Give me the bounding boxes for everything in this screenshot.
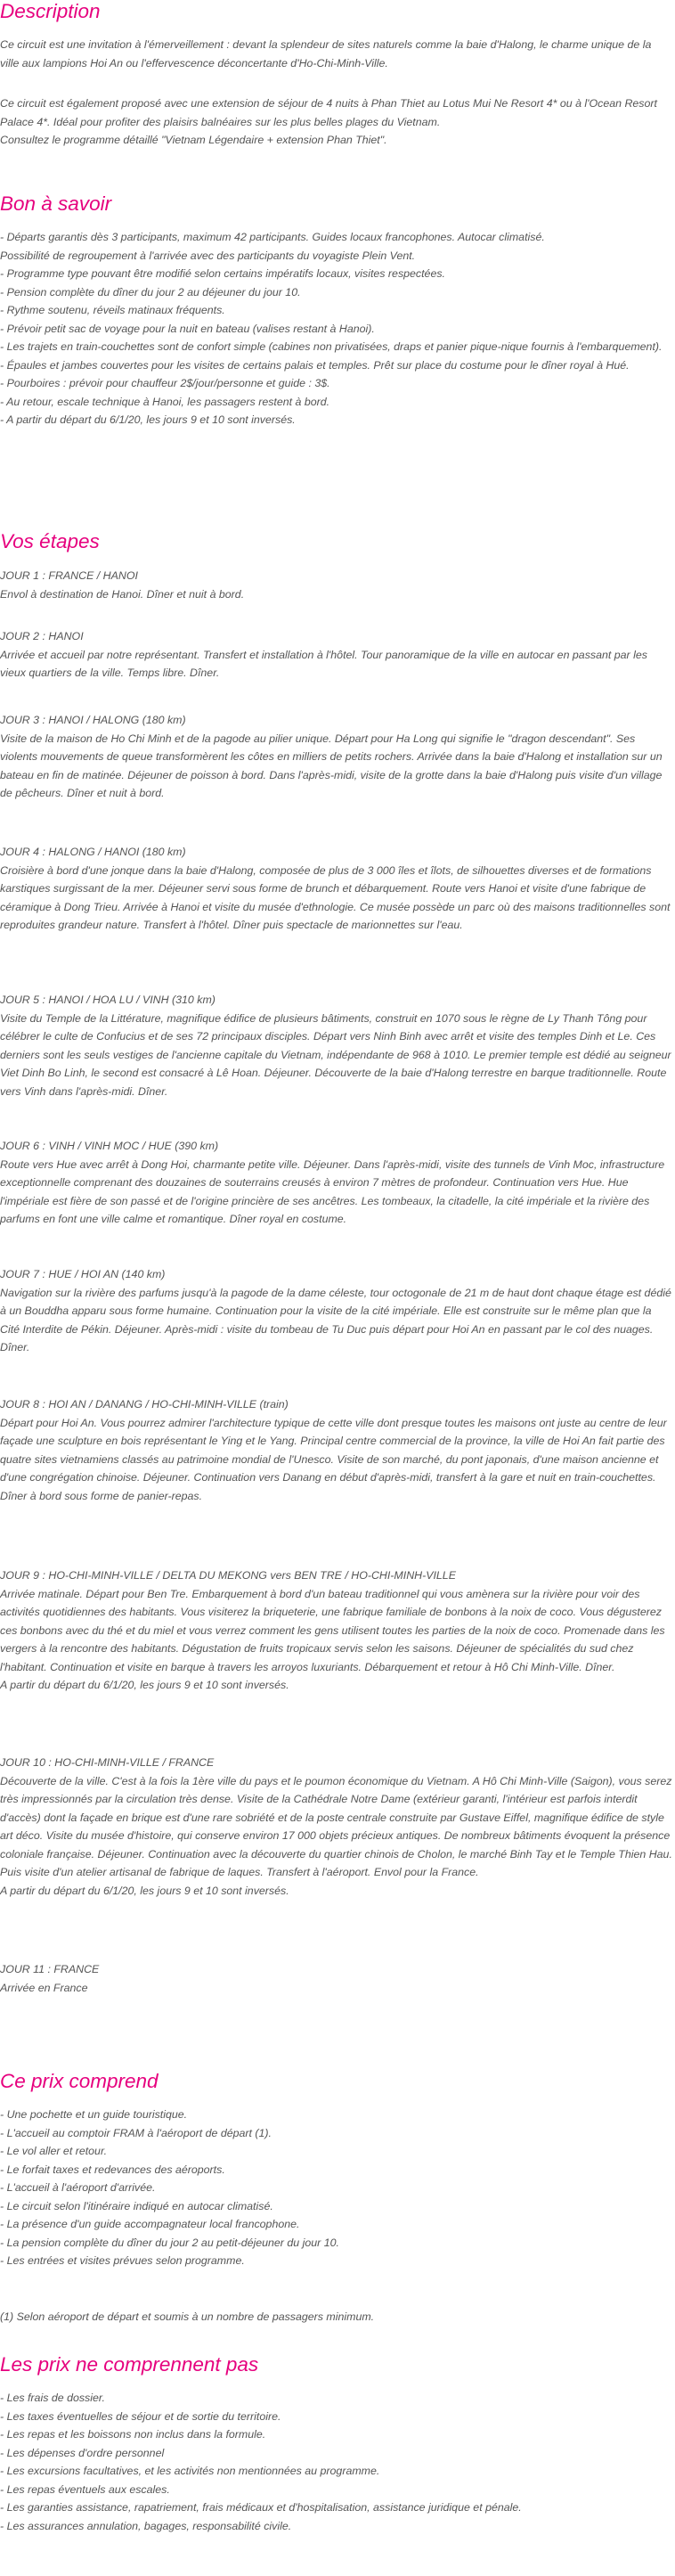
list-item: - Les repas éventuels aux escales.: [0, 2482, 170, 2496]
day-heading: JOUR 9 : HO-CHI-MINH-VILLE / DELTA DU MEKONG vers BEN TRE / HO-CHI-MINH-VILLE: [0, 1569, 456, 1582]
day-6: [0, 1137, 673, 1229]
day-text: Départ pour Hoi An. Vous pourrez admirer l'architecture typique de cette ville dont presque toutes les maisons ont juste au centre de leur façade une sculpture en bois représentant le Ying et le Yang. Principal centre commercial de la province, la ville de Hoi An fait partie des quatre sites vietnamiens classés au patrimoine mondial de l'Unesco. Visite de son marché, du pont japonais, d'une maison ancienne et d'une congrégation chinoise. Déjeuner. Continuation vers Danang en début d'après-midi, transfert à la gare et nuit en train-couchettes. Dîner à bord sous forme de panier-repas.: [0, 1416, 671, 1502]
list-item: - L'accueil au comptoir FRAM à l'aéroport de départ (1).: [0, 2126, 272, 2139]
day-heading: JOUR 1 : FRANCE / HANOI: [0, 569, 138, 582]
list-item: - L'accueil à l'aéroport d'arrivée.: [0, 2181, 156, 2194]
list-item: - Les taxes éventuelles de séjour et de sortie du territoire.: [0, 2409, 281, 2423]
day-heading: JOUR 2 : HANOI: [0, 630, 84, 642]
list-item: - Programme type pouvant être modifié selon certains impératifs locaux, visites respectées.: [0, 267, 445, 280]
day-text: Navigation sur la rivière des parfums jusqu'à la pagode de la dame céleste, tour octogonale de 21 m de haut dont chaque étage est dédié à un Bouddha apparu sous forme humaine. Continuation pour la visite de la cité impériale. Elle est construite sur le même plan que la Cité Interdite de Pékin. Déjeuner. Après-midi : visite du tombeau de Tu Duc puis départ pour Hoi An en passant par le col des nuages. Dîner.: [0, 1286, 675, 1353]
description-paragraph-3: Consultez le programme détaillé "Vietnam Légendaire + extension Phan Thiet".: [0, 134, 387, 146]
day-10: [0, 1754, 673, 1900]
section-title-etapes: Vos étapes: [0, 530, 100, 552]
list-item: - Départs garantis dès 3 participants, maximum 42 participants. Guides locaux francophones. Autocar climatisé.: [0, 231, 545, 243]
list-item: - Rythme soutenu, réveils matinaux fréquents.: [0, 304, 225, 316]
list-item: Possibilité de regroupement à l'arrivée avec des participants du voyagiste Plein Vent.: [0, 249, 416, 262]
day-text: Envol à destination de Hanoi. Dîner et nuit à bord.: [0, 587, 245, 601]
day-heading: JOUR 6 : VINH / VINH MOC / HUE (390 km): [0, 1140, 219, 1152]
day-text: Arrivée en France: [0, 1981, 88, 1994]
section-title-prix-comprend: Ce prix comprend: [0, 2070, 159, 2092]
day-8: [0, 1395, 673, 1505]
list-item: - Les dépenses d'ordre personnel: [0, 2446, 165, 2459]
day-heading: JOUR 10 : HO-CHI-MINH-VILLE / FRANCE: [0, 1756, 215, 1769]
list-item: - Les entrées et visites prévues selon programme.: [0, 2254, 245, 2267]
day-text: Croisière à bord d'une jonque dans la baie d'Halong, composée de plus de 3 000 îles et îlots, de silhouettes diverses et de formations karstiques surgissant de la mer. Déjeuner servi sous forme de brunch et débarquement. Route vers Hanoi et visite d'une fabrique de céramique à Dong Trieu. Arrivée à Hanoi et visite du musée d'ethnologie. Ce musée possède un parc où des maisons traditionnelles sont reproduites grandeur nature. Transfert à l'hôtel. Dîner puis spectacle de marionnettes sur l'eau.: [0, 863, 673, 931]
list-item: - Pourboires : prévoir pour chauffeur 2$/jour/personne et guide : 3$.: [0, 377, 330, 389]
section-title-prix-ne-comprennent-pas: Les prix ne comprennent pas: [0, 2353, 259, 2376]
day-11: [0, 1960, 673, 1997]
day-text: Arrivée et accueil par notre représentant. Transfert et installation à l'hôtel. Tour panoramique de la ville en autocar en passant par les vieux quartiers de la ville. Temps libre. Dîner.: [0, 648, 651, 679]
day-text: Visite de la maison de Ho Chi Minh et de la pagode au pilier unique. Départ pour Ha Long qui signifie le "dragon descendant". Ses violents mouvements de queue transformèrent les côtes en milliers de petits rochers. Arrivée dans la baie d'Halong et installation sur un bateau en fin de matinée. Déjeuner de poisson à bord. Dans l'après-midi, visite de la grotte dans la baie d'Halong puis visite d'un village de pêcheurs. Dîner et nuit à bord.: [0, 732, 666, 799]
list-item: - Le vol aller et retour.: [0, 2145, 108, 2157]
list-item: - Pension complète du dîner du jour 2 au déjeuner du jour 10.: [0, 285, 301, 298]
list-item: - La pension complète du dîner du jour 2 au petit-déjeuner du jour 10.: [0, 2236, 339, 2249]
day-5: [0, 991, 673, 1100]
list-item: - Les excursions facultatives, et les activités non mentionnées au programme.: [0, 2465, 380, 2477]
list-item: - Les repas et les boissons non inclus dans la formule.: [0, 2428, 266, 2441]
prix-comprend-list: [0, 2106, 673, 2270]
list-item: - Les frais de dossier.: [0, 2392, 105, 2404]
list-item: - Le forfait taxes et redevances des aéroports.: [0, 2163, 225, 2176]
day-1: [0, 567, 673, 603]
day-heading: JOUR 3 : HANOI / HALONG (180 km): [0, 714, 186, 726]
day-text: Découverte de la ville. C'est à la fois la 1ère ville du pays et le poumon économique du Vietnam. A Hô Chi Minh-Ville (Saigon), vous serez très impressionnés par la circulation très dense. Visite de la Cathédrale Notre Dame (extérieur garanti, l'intérieur est parfois interdit d'accès) dont la façade en brique est d'une rare sobriété et de la poste centrale construite par Gustave Eiffel, magnifique édifice de style art déco. Visite du musée d'histoire, qui conserve environ 17 000 objets précieux antiques. De nombreux bâtiments évoquent la présence coloniale française. Déjeuner. Continuation avec la découverte du quartier chinois de Cholon, le marché Binh Tay et le Temple Thien Hau. Puis visite d'un atelier artisanal de fabrique de laques. Transfert à l'aéroport. Envol pour la France. A partir du départ du 6/1/20, les jours 9 et 10 sont inversés.: [0, 1774, 672, 1897]
day-3: [0, 711, 673, 803]
section-title-bon-a-savoir: Bon à savoir: [0, 192, 112, 215]
description-paragraph-1: Ce circuit est une invitation à l'émerveillement : devant la splendeur de sites naturels comme la baie d'Halong, le charme unique de la ville aux lampions Hoi An ou l'effervescence déconcertante d'Ho-Chi-Minh-Ville.: [0, 38, 652, 70]
day-heading: JOUR 8 : HOI AN / DANANG / HO-CHI-MINH-VILLE (train): [0, 1398, 289, 1411]
day-heading: JOUR 7 : HUE / HOI AN (140 km): [0, 1268, 166, 1280]
day-9: [0, 1566, 673, 1695]
description-paragraph-2: Ce circuit est également proposé avec une extension de séjour de 4 nuits à Phan Thiet au Lotus Mui Ne Resort 4* ou à l'Ocean Resort Palace 4*. Idéal pour profiter des plaisirs balnéaires sur les plus belles plages du Vietnam.: [0, 97, 657, 128]
day-heading: JOUR 4 : HALONG / HANOI (180 km): [0, 846, 186, 858]
bon-a-savoir-list: [0, 228, 673, 429]
list-item: - Le circuit selon l'itinéraire indiqué en autocar climatisé.: [0, 2199, 273, 2212]
prix-comprend-footnote: (1) Selon aéroport de départ et soumis à un nombre de passagers minimum.: [0, 2310, 375, 2323]
day-text: Route vers Hue avec arrêt à Dong Hoi, charmante petite ville. Déjeuner. Dans l'après-midi, visite des tunnels de Vinh Moc, infrastructure exceptionnelle comprenant des douzaines de souterrains creusés à environ 7 mètres de profondeur. Continuation vers Hue. Hue l'impériale est fière de son passé et de l'origine princière de ses ancêtres. Les tombeaux, la citadelle, la cité impériale et la rivière des parfums en font une ville calme et romantique. Dîner royal en costume.: [0, 1157, 668, 1225]
day-heading: JOUR 11 : FRANCE: [0, 1963, 100, 1975]
day-4: [0, 843, 673, 935]
day-2: [0, 627, 673, 683]
prix-ne-comprennent-pas-list: [0, 2389, 673, 2535]
list-item: - Les assurances annulation, bagages, responsabilité civile.: [0, 2519, 292, 2532]
list-item: - Au retour, escale technique à Hanoi, les passagers restent à bord.: [0, 395, 330, 408]
list-item: - Épaules et jambes couvertes pour les visites de certains palais et temples. Prêt sur place du costume pour le dîner royal à Hué.: [0, 358, 630, 372]
list-item: - Prévoir petit sac de voyage pour la nuit en bateau (valises restant à Hanoi).: [0, 322, 375, 335]
list-item: - La présence d'un guide accompagnateur local francophone.: [0, 2218, 300, 2230]
day-text: Arrivée matinale. Départ pour Ben Tre. Embarquement à bord d'un bateau traditionnel qui vous amènera sur la rivière pour voir des activités quotidiennes des habitants. Vous visiterez la briqueterie, une fabrique familiale de bonbons à la noix de coco. Vous dégusterez ces bonbons avec du thé et du miel et vous verrez comment les gens utilisent toutes les parties de la noix de coco. Promenade dans les vergers à la rencontre des habitants. Dégustation de fruits tropicaux servis selon les saisons. Déjeuner de spécialités du sud chez l'habitant. Continuation et visite en barque à travers les arroyos luxuriants. Débarquement et retour à Hô Chi Minh-Ville. Dîner. A partir du départ du 6/1/20, les jours 9 et 10 sont inversés.: [0, 1587, 665, 1691]
list-item: - Les garanties assistance, rapatriement, frais médicaux et d'hospitalisation, assistance juridique et pénale.: [0, 2501, 522, 2514]
day-heading: JOUR 5 : HANOI / HOA LU / VINH (310 km): [0, 994, 216, 1006]
day-7: [0, 1265, 673, 1357]
list-item: - Les trajets en train-couchettes sont de confort simple (cabines non privatisées, draps et panier pique-nique fournis à l'embarquement).: [0, 340, 663, 353]
list-item: - Une pochette et un guide touristique.: [0, 2108, 188, 2121]
section-title-description: Description: [0, 0, 101, 22]
list-item: - A partir du départ du 6/1/20, les jours 9 et 10 sont inversés.: [0, 413, 296, 426]
day-text: Visite du Temple de la Littérature, magnifique édifice de plusieurs bâtiments, construit en 1070 sous le règne de Ly Thanh Tông pour célébrer le culte de Confucius et de ses 72 principaux disciples. Départ vers Ninh Binh avec arrêt et visite des temples Dinh et Le. Ces derniers sont les seuls vestiges de l'ancienne capitale du Vietnam, indépendante de 968 à 1010. Le premier temple est dédié au seigneur Viet Dinh Bo Linh, le second est consacré à Lê Hoan. Déjeuner. Découverte de la baie d'Halong terrestre en barque traditionnelle. Route vers Vinh dans l'après-midi. Dîner.: [0, 1011, 675, 1098]
